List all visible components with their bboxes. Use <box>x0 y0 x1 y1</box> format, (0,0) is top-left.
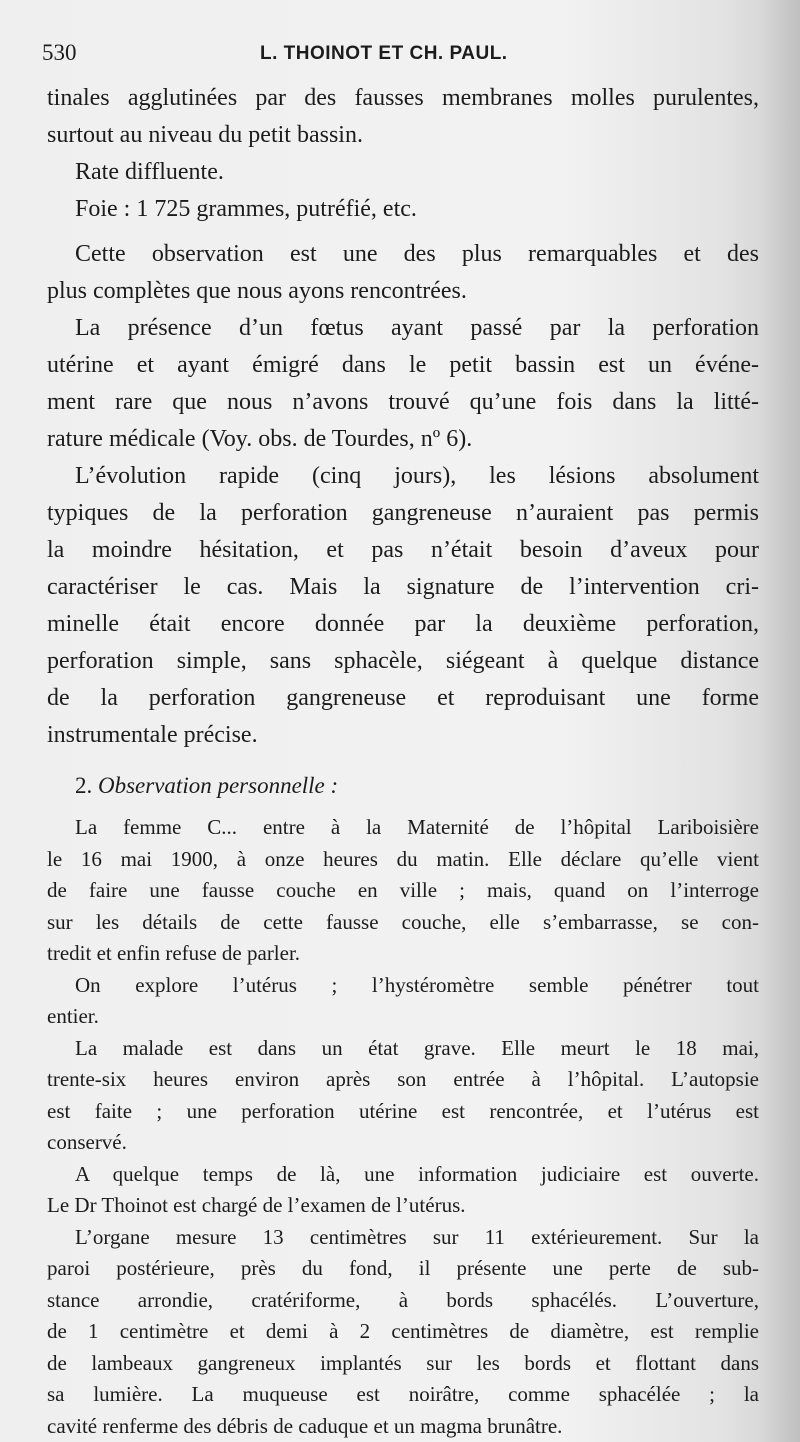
text-line: le 16 mai 1900, à onze heures du matin. Elle déclare qu’elle vient <box>47 846 759 871</box>
page-edge-shadow <box>760 0 800 1442</box>
page-header <box>42 40 762 72</box>
text-line: est faite ; une perforation utérine est rencontrée, et l’utérus est <box>47 1098 759 1123</box>
paragraph <box>47 191 759 228</box>
text-line: cavité renferme des débris de caduque et un magma brunâtre. <box>47 1413 563 1438</box>
paragraph <box>47 812 759 970</box>
running-head: L. THOINOT ET CH. PAUL. <box>260 43 508 64</box>
page-number: 530 <box>42 40 77 65</box>
text-line: Cette observation est une des plus remarquables et des <box>75 241 759 267</box>
observation-paragraphs <box>47 812 759 1442</box>
text-line: instrumentale précise. <box>47 722 258 748</box>
paragraph <box>47 1159 759 1222</box>
paragraph <box>47 1033 759 1159</box>
paragraph <box>47 310 759 458</box>
text-line: L’évolution rapide (cinq jours), les lésions absolument <box>75 463 759 489</box>
text-line: La femme C... entre à la Maternité de l’hôpital Lariboisière <box>75 815 759 839</box>
text-line: paroi postérieure, près du fond, il présente une perte de sub- <box>47 1256 759 1280</box>
paragraph <box>47 1222 759 1442</box>
text-line: utérine et ayant émigré dans le petit bassin est un événe- <box>47 352 759 378</box>
text-line: caractériser le cas. Mais la signature de l’intervention cri- <box>47 574 759 600</box>
text-line: sur les détails de cette fausse couche, elle s’embarrasse, se con- <box>47 909 759 934</box>
text-line: stance arrondie, cratériforme, à bords sphacélés. L’ouverture, <box>47 1287 759 1312</box>
section-number: 2. <box>75 773 93 798</box>
text-line: minelle était encore donnée par la deuxième perforation, <box>47 611 759 637</box>
text-line: la moindre hésitation, et pas n’était besoin d’aveux pour <box>47 537 759 563</box>
text-line: sa lumière. La muqueuse est noirâtre, comme sphacélée ; la <box>47 1382 759 1406</box>
text-line: trente-six heures environ après son entrée à l’hôpital. L’autopsie <box>47 1067 759 1091</box>
text-line: Rate diffluente. <box>75 159 224 185</box>
text-line: La présence d’un fœtus ayant passé par la perforation <box>75 315 759 341</box>
section-title: Observation personnelle : <box>98 773 339 798</box>
text-line: surtout au niveau du petit bassin. <box>47 122 363 148</box>
text-line: conservé. <box>47 1130 127 1154</box>
paragraph <box>47 970 759 1033</box>
text-line: de 1 centimètre et demi à 2 centimètres de diamètre, est remplie <box>47 1319 759 1343</box>
paragraph <box>47 236 759 310</box>
text-line: de lambeaux gangreneux implantés sur les bords et flottant dans <box>47 1350 759 1375</box>
text-line: Foie : 1 725 grammes, putréfié, etc. <box>75 196 417 222</box>
text-line: A quelque temps de là, une information judiciaire est ouverte. <box>75 1161 759 1186</box>
text-line: tredit et enfin refuse de parler. <box>47 941 301 965</box>
section-heading <box>47 768 759 804</box>
paragraph <box>47 458 759 754</box>
paragraph <box>47 80 759 154</box>
text-line: de la perforation gangreneuse et reproduisant une forme <box>47 685 759 711</box>
paragraph <box>47 154 759 191</box>
text-line: On explore l’utérus ; l’hystéromètre semble pénétrer tout <box>75 972 759 997</box>
text-line: Le Dr Thoinot est chargé de l’examen de l’utérus. <box>47 1193 466 1217</box>
text-line: entier. <box>47 1004 99 1028</box>
text-line: La malade est dans un état grave. Elle meurt le 18 mai, <box>75 1035 759 1060</box>
text-line: perforation simple, sans sphacèle, siégeant à quelque distance <box>47 648 759 674</box>
text-line: tinales agglutinées par des fausses membranes molles purulentes, <box>47 85 759 111</box>
intro-paragraphs <box>47 80 759 754</box>
text-line: de faire une fausse couche en ville ; mais, quand on l’interroge <box>47 878 759 902</box>
text-line: typiques de la perforation gangreneuse n’auraient pas permis <box>47 500 759 526</box>
text-line: plus complètes que nous ayons rencontrées. <box>47 278 467 304</box>
body-text <box>47 80 759 1442</box>
text-line: rature médicale (Voy. obs. de Tourdes, nº 6). <box>47 426 473 452</box>
text-line: ment rare que nous n’avons trouvé qu’une fois dans la litté- <box>47 389 759 415</box>
text-line: L’organe mesure 13 centimètres sur 11 extérieurement. Sur la <box>75 1224 759 1249</box>
